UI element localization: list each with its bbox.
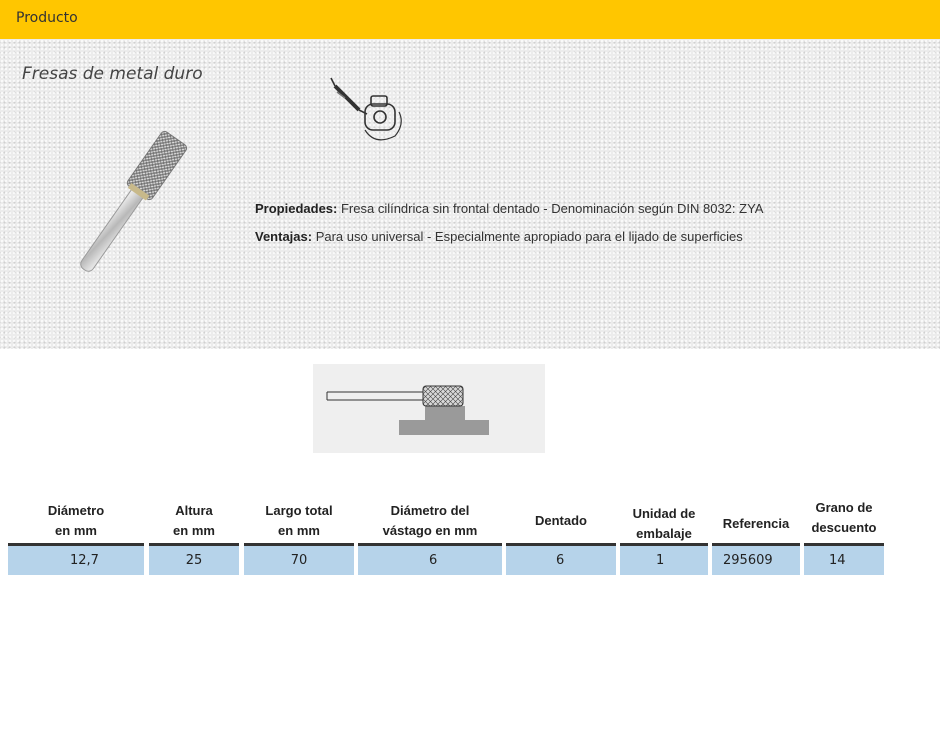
col-header: Altura en mm bbox=[173, 503, 215, 538]
advantages-line bbox=[255, 229, 743, 244]
col-header: Grano de descuento bbox=[811, 500, 877, 535]
col-header: Largo total en mm bbox=[265, 503, 333, 538]
cell-shank-diameter: 6 bbox=[358, 546, 502, 575]
product-hero bbox=[0, 39, 940, 349]
cell-total-length: 70 bbox=[244, 546, 354, 575]
product-title: Fresas de metal duro bbox=[22, 64, 203, 84]
col-header: Dentado bbox=[535, 513, 587, 528]
properties-line bbox=[255, 201, 763, 216]
col-header: Referencia bbox=[722, 516, 790, 531]
carbide-burr-image bbox=[55, 124, 205, 284]
cell-reference: 295609 bbox=[712, 546, 800, 575]
col-header: Diámetro en mm bbox=[47, 503, 105, 538]
properties-text: Fresa cilíndrica sin frontal dentado - Denominación según DIN 8032: ZYA bbox=[337, 201, 764, 216]
top-bar bbox=[0, 0, 940, 39]
cell-diameter: 12,7 bbox=[8, 546, 144, 575]
cell-teeth: 6 bbox=[506, 546, 616, 575]
cutting-diagram bbox=[313, 364, 545, 453]
properties-label: Propiedades: bbox=[255, 201, 338, 216]
cell-height: 25 bbox=[149, 546, 239, 575]
cell-pack-unit: 1 bbox=[620, 546, 708, 575]
cell-discount-group: 14 bbox=[804, 546, 884, 575]
col-header: Diámetro del vástago en mm bbox=[382, 503, 478, 538]
diagram-drawing bbox=[313, 364, 545, 453]
spec-table bbox=[0, 490, 940, 590]
topbar-title: Producto bbox=[16, 10, 78, 26]
advantages-label: Ventajas: bbox=[255, 229, 313, 244]
advantages-text: Para uso universal - Especialmente apropiado para el lijado de superficies bbox=[312, 229, 743, 244]
col-header: Unidad de embalaje bbox=[632, 506, 696, 541]
rotary-tool-icon bbox=[325, 74, 405, 149]
